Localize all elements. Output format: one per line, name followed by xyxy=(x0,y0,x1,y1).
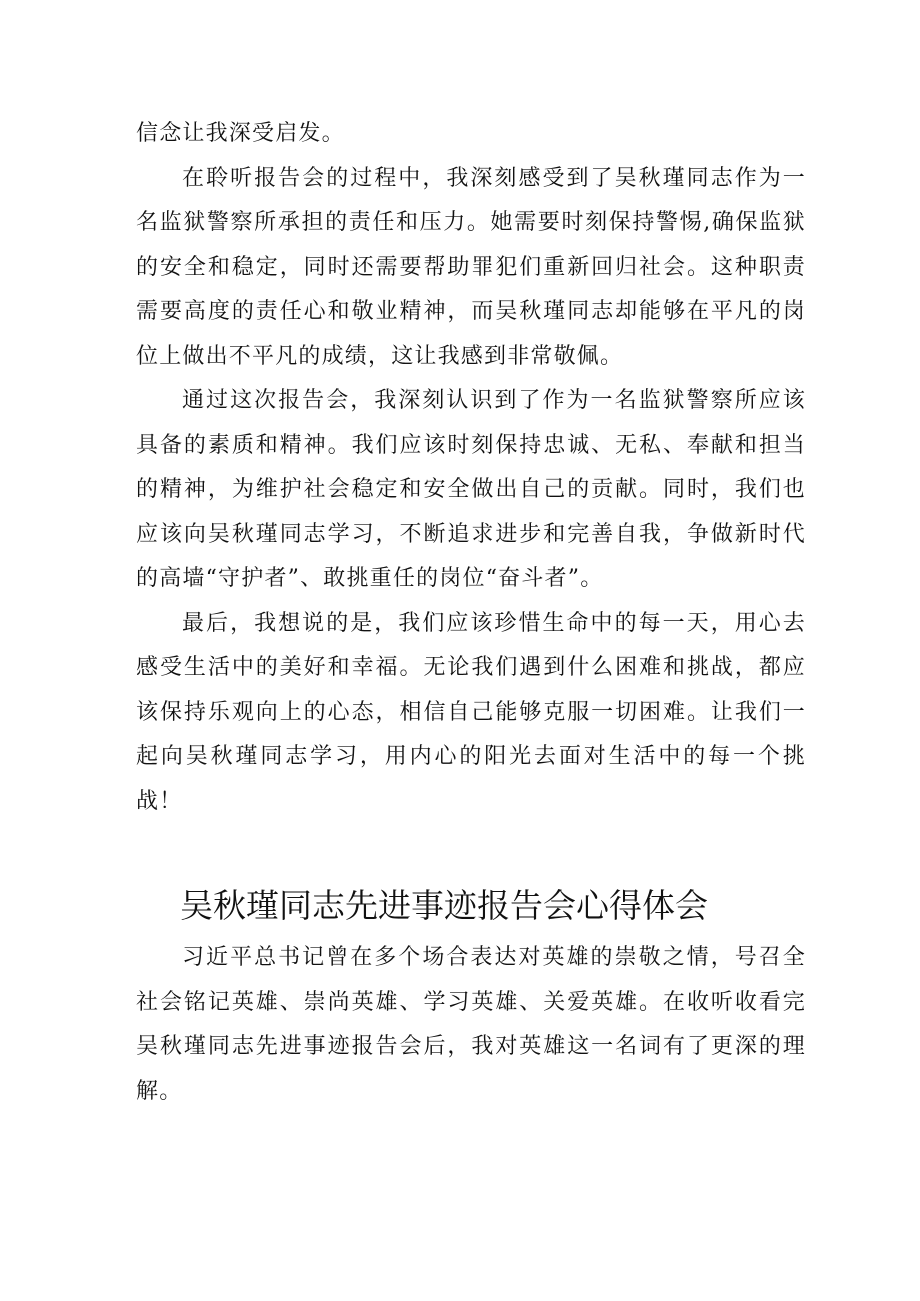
paragraph-continued: 信念让我深受启发。 xyxy=(136,121,345,146)
paragraph-listening-report: 在聆听报告会的过程中，我深刻感受到了吴秋瑾同志作为一名监狱警察所承担的责任和压力。她需要时刻保持警惕,确保监狱的安全和稳定，同时还需要帮助罪犯们重新回归社会。这种职责需要高度的责任心和敬业精神，而吴秋瑾同志却能够在平凡的岗位上做出不平凡的成绩，这让我感到非常敬佩。 xyxy=(136,165,806,369)
document-body xyxy=(136,112,806,1114)
paragraph-understanding: 通过这次报告会，我深刻认识到了作为一名监狱警察所应该具备的素质和精神。我们应该时刻保持忠诚、无私、奉献和担当的精神，为维护社会稳定和安全做出自己的贡献。同时，我们也应该向吴秋瑾同志学习，不断追求进步和完善自我，争做新时代的高墙“守护者”、敢挑重任的岗位“奋斗者”。 xyxy=(136,388,806,591)
paragraph-conclusion: 最后，我想说的是，我们应该珍惜生命中的每一天，用心去感受生活中的美好和幸福。无论我们遇到什么困难和挑战，都应该保持乐观向上的心态，相信自己能够克服一切困难。让我们一起向吴秋瑾同志学习，用内心的阳光去面对生活中的每一个挑战！ xyxy=(136,610,806,814)
paragraph-heroes: 习近平总书记曾在多个场合表达对英雄的崇敬之情，号召全社会铭记英雄、崇尚英雄、学习英雄、关爱英雄。在收听收看完吴秋瑾同志先进事迹报告会后，我对英雄这一名词有了更深的理解。 xyxy=(136,945,806,1104)
section-heading: 吴秋瑾同志先进事迹报告会心得体会 xyxy=(180,886,708,925)
